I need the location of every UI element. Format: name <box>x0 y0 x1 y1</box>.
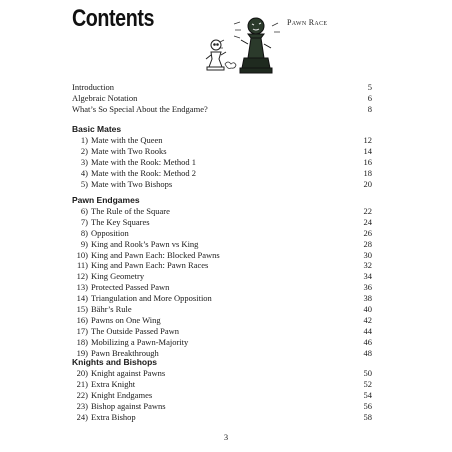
page-number: 3 <box>223 432 229 442</box>
toc-entry[interactable] <box>72 326 372 337</box>
toc-entry[interactable] <box>72 412 372 423</box>
toc-entry-label: Extra Bishop <box>91 411 136 422</box>
toc-entry[interactable] <box>72 146 372 157</box>
toc-entry[interactable] <box>72 206 372 217</box>
toc-entry-label: Mate with Two Rooks <box>91 145 167 156</box>
toc-entry[interactable] <box>72 379 372 390</box>
toc-section-knights-and-bishops <box>72 356 372 422</box>
toc-entry-label: Extra Knight <box>91 378 136 389</box>
toc-entry-label: Opposition <box>91 227 129 238</box>
toc-entry-label: Mate with the Rook: Method 2 <box>91 167 197 178</box>
toc-entry-label: Knight Endgames <box>91 389 153 400</box>
toc-entry-number: 3) <box>80 156 88 167</box>
toc-entry-number: 9) <box>80 238 88 249</box>
page-title: Contents <box>72 5 154 32</box>
toc-entry-page: 28 <box>363 238 372 249</box>
toc-entry-label: King Geometry <box>91 271 145 282</box>
toc-entry-label: Introduction <box>72 82 115 92</box>
toc-entry[interactable] <box>72 135 372 146</box>
toc-entry-number: 2) <box>80 145 88 156</box>
toc-entry-page: 42 <box>363 314 372 325</box>
toc-section-pawn-endgames <box>72 194 372 358</box>
toc-entry-page: 5 <box>367 82 372 92</box>
toc-entry-page: 44 <box>363 325 372 336</box>
toc-entry-page: 30 <box>363 249 372 260</box>
toc-entry-label: Triangulation and More Opposition <box>91 293 212 304</box>
toc-entry-label: Protected Passed Pawn <box>91 282 170 293</box>
toc-entry[interactable] <box>72 239 372 250</box>
toc-entry-number: 21) <box>76 378 88 389</box>
toc-entry[interactable] <box>72 293 372 304</box>
toc-entry-page: 48 <box>363 347 372 358</box>
toc-entry[interactable] <box>72 390 372 401</box>
toc-entry-number: 8) <box>80 227 88 238</box>
toc-entry-page: 8 <box>367 103 372 114</box>
toc-entry-number: 13) <box>76 282 88 293</box>
toc-entry-page: 16 <box>363 156 372 167</box>
toc-entry-label: The Key Squares <box>91 216 150 227</box>
toc-entry-number: 15) <box>76 304 88 315</box>
toc-entry-page: 38 <box>363 293 372 304</box>
toc-entry-page: 6 <box>367 92 372 103</box>
toc-entry-page: 54 <box>363 389 372 400</box>
toc-entry-page: 58 <box>363 411 372 422</box>
toc-entry-label: Bishop against Pawns <box>91 400 166 411</box>
toc-entry-page: 20 <box>363 178 372 189</box>
toc-entry[interactable] <box>72 337 372 348</box>
toc-entry[interactable] <box>72 82 372 93</box>
toc-entry[interactable] <box>72 368 372 379</box>
toc-entry-page: 12 <box>363 135 372 145</box>
toc-entry-label: Bähr’s Rule <box>91 304 132 315</box>
toc-entry-label: King and Pawn Each: Pawn Races <box>91 260 209 271</box>
toc-entry-page: 24 <box>363 216 372 227</box>
toc-entry-number: 24) <box>76 411 88 422</box>
toc-entry-page: 36 <box>363 282 372 293</box>
toc-entry-label: King and Pawn Each: Blocked Pawns <box>91 249 220 260</box>
toc-entry-number: 16) <box>76 314 88 325</box>
toc-section-basic-mates <box>72 123 372 189</box>
toc-entry[interactable] <box>72 157 372 168</box>
toc-entry-label: Pawns on One Wing <box>91 314 161 325</box>
section-heading: Basic Mates <box>72 124 122 134</box>
toc-entry-number: 12) <box>76 271 88 282</box>
toc-entry[interactable] <box>72 282 372 293</box>
toc-entry-label: Mate with the Queen <box>91 135 163 145</box>
toc-entry-number: 18) <box>76 336 88 347</box>
toc-entry[interactable] <box>72 315 372 326</box>
toc-entry-number: 7) <box>80 216 88 227</box>
toc-entry[interactable] <box>72 217 372 228</box>
toc-entry-label: The Rule of the Square <box>91 206 170 216</box>
toc-entry-label: Mate with Two Bishops <box>91 178 173 189</box>
toc-entry[interactable] <box>72 250 372 261</box>
toc-entry-label: Mate with the Rook: Method 1 <box>91 156 197 167</box>
toc-entry-number: 1) <box>80 135 88 145</box>
toc-entry-number: 19) <box>76 347 88 358</box>
toc-entry-page: 34 <box>363 271 372 282</box>
section-heading: Pawn Endgames <box>72 195 140 205</box>
toc-intro <box>72 82 372 115</box>
toc-entry[interactable] <box>72 168 372 179</box>
toc-entry-label: What’s So Special About the Endgame? <box>72 103 208 114</box>
toc-entry[interactable] <box>72 93 372 104</box>
illustration-caption: Pawn Race <box>287 18 328 27</box>
toc-entry-label: Algebraic Notation <box>72 92 138 103</box>
toc-entry-label: Mobilizing a Pawn-Majority <box>91 336 189 347</box>
toc-entry-page: 40 <box>363 304 372 315</box>
toc-entry-number: 4) <box>80 167 88 178</box>
toc-entry-label: The Outside Passed Pawn <box>91 325 180 336</box>
toc-entry[interactable] <box>72 228 372 239</box>
toc-entry[interactable] <box>72 260 372 271</box>
toc-entry-number: 20) <box>76 368 88 378</box>
pawn-race-illustration <box>198 12 284 76</box>
toc-entry-page: 52 <box>363 378 372 389</box>
toc-entry-page: 22 <box>363 206 372 216</box>
white-pawn-icon <box>206 40 226 70</box>
toc-entry-label: Knight against Pawns <box>91 368 166 378</box>
toc-entry[interactable] <box>72 401 372 412</box>
toc-entry-number: 14) <box>76 293 88 304</box>
section-heading: Knights and Bishops <box>72 357 157 367</box>
toc-entry-page: 14 <box>363 145 372 156</box>
toc-entry-label: King and Rook’s Pawn vs King <box>91 238 199 249</box>
toc-entry-number: 11) <box>76 260 88 271</box>
toc-entry-page: 32 <box>363 260 372 271</box>
toc-entry[interactable] <box>72 179 372 190</box>
toc-entry-page: 46 <box>363 336 372 347</box>
toc-entry-page: 26 <box>363 227 372 238</box>
toc-entry-number: 23) <box>76 400 88 411</box>
toc-entry-number: 10) <box>76 249 88 260</box>
toc-entry[interactable] <box>72 104 372 115</box>
toc-entry-page: 56 <box>363 400 372 411</box>
toc-entry[interactable] <box>72 271 372 282</box>
black-pawn-icon <box>240 18 272 73</box>
toc-entry-number: 5) <box>80 178 88 189</box>
toc-entry-page: 50 <box>363 368 372 378</box>
toc-entry-number: 6) <box>80 206 88 216</box>
toc-entry[interactable] <box>72 304 372 315</box>
toc-entry-number: 22) <box>76 389 88 400</box>
toc-entry-label: Pawn Breakthrough <box>91 347 159 358</box>
toc-entry-page: 18 <box>363 167 372 178</box>
toc-entry-number: 17) <box>76 325 88 336</box>
